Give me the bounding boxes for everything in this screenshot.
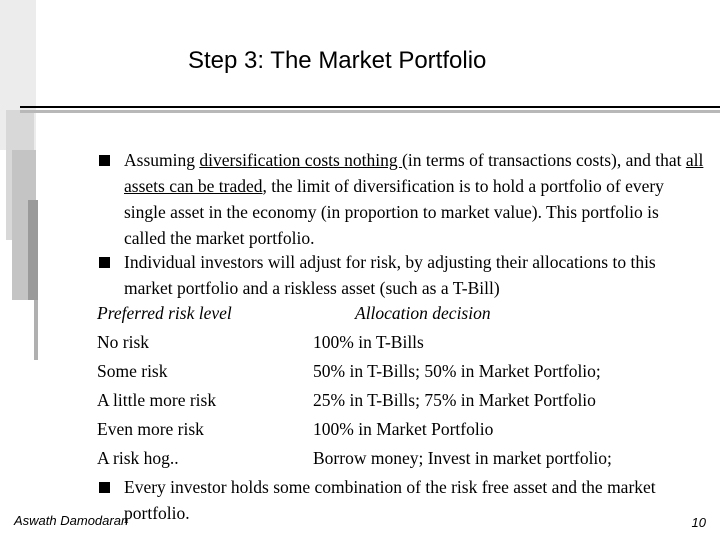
table-row: [97, 387, 697, 413]
text-segment: (in terms of transactions costs), and that: [402, 150, 686, 170]
title-rule-shadow: [20, 110, 720, 113]
allocation-cell: 25% in T-Bills; 75% in Market Portfolio: [313, 390, 596, 410]
risk-level-cell: Even more risk: [97, 419, 204, 439]
table-row: [97, 416, 697, 442]
text-segment: , the limit of diversification is to hold a portfolio of every single asset in the economy (in proportion to market value). This portfolio is called the market portfolio.: [124, 176, 664, 248]
footer-author: Aswath Damodaran: [14, 513, 129, 528]
bullet-square-icon: [99, 257, 110, 268]
page-number: 10: [691, 515, 706, 530]
header-allocation-decision: Allocation decision: [355, 303, 491, 323]
bullet-square-icon: [99, 482, 110, 493]
text-segment: Individual investors will adjust for risk, by adjusting their allocations to this market portfolio and a riskless asset (such as a T-Bill): [124, 252, 656, 298]
risk-level-cell: A little more risk: [97, 390, 217, 410]
allocation-cell: Borrow money; Invest in market portfolio;: [313, 448, 612, 468]
allocation-cell: 50% in T-Bills; 50% in Market Portfolio;: [313, 361, 601, 381]
table-row: [97, 358, 697, 384]
header-risk-level: Preferred risk level: [97, 303, 232, 323]
bullet-2-text: [124, 249, 704, 301]
allocation-table-header: [97, 300, 697, 326]
bullet-3-text: [124, 474, 684, 526]
underlined-phrase: diversification costs nothing: [199, 150, 403, 170]
bullet-1-text: [124, 147, 704, 251]
decor-bar-dark: [28, 200, 38, 300]
risk-level-cell: No risk: [97, 332, 150, 352]
risk-level-cell: Some risk: [97, 361, 168, 381]
underlined-phrase: all assets can be traded: [124, 150, 704, 196]
allocation-cell: 100% in T-Bills: [313, 332, 424, 352]
title-rule: [20, 106, 720, 108]
bullet-square-icon: [99, 155, 110, 166]
allocation-cell: 100% in Market Portfolio: [313, 419, 494, 439]
slide-title: Step 3: The Market Portfolio: [188, 47, 487, 74]
text-segment: Every investor holds some combination of the risk free asset and the market portfolio.: [124, 477, 656, 523]
risk-level-cell: A risk hog..: [97, 448, 179, 468]
text-segment: Assuming: [124, 150, 200, 170]
table-row: [97, 329, 697, 355]
decor-bar-low: [34, 300, 38, 360]
table-row: [97, 445, 697, 471]
